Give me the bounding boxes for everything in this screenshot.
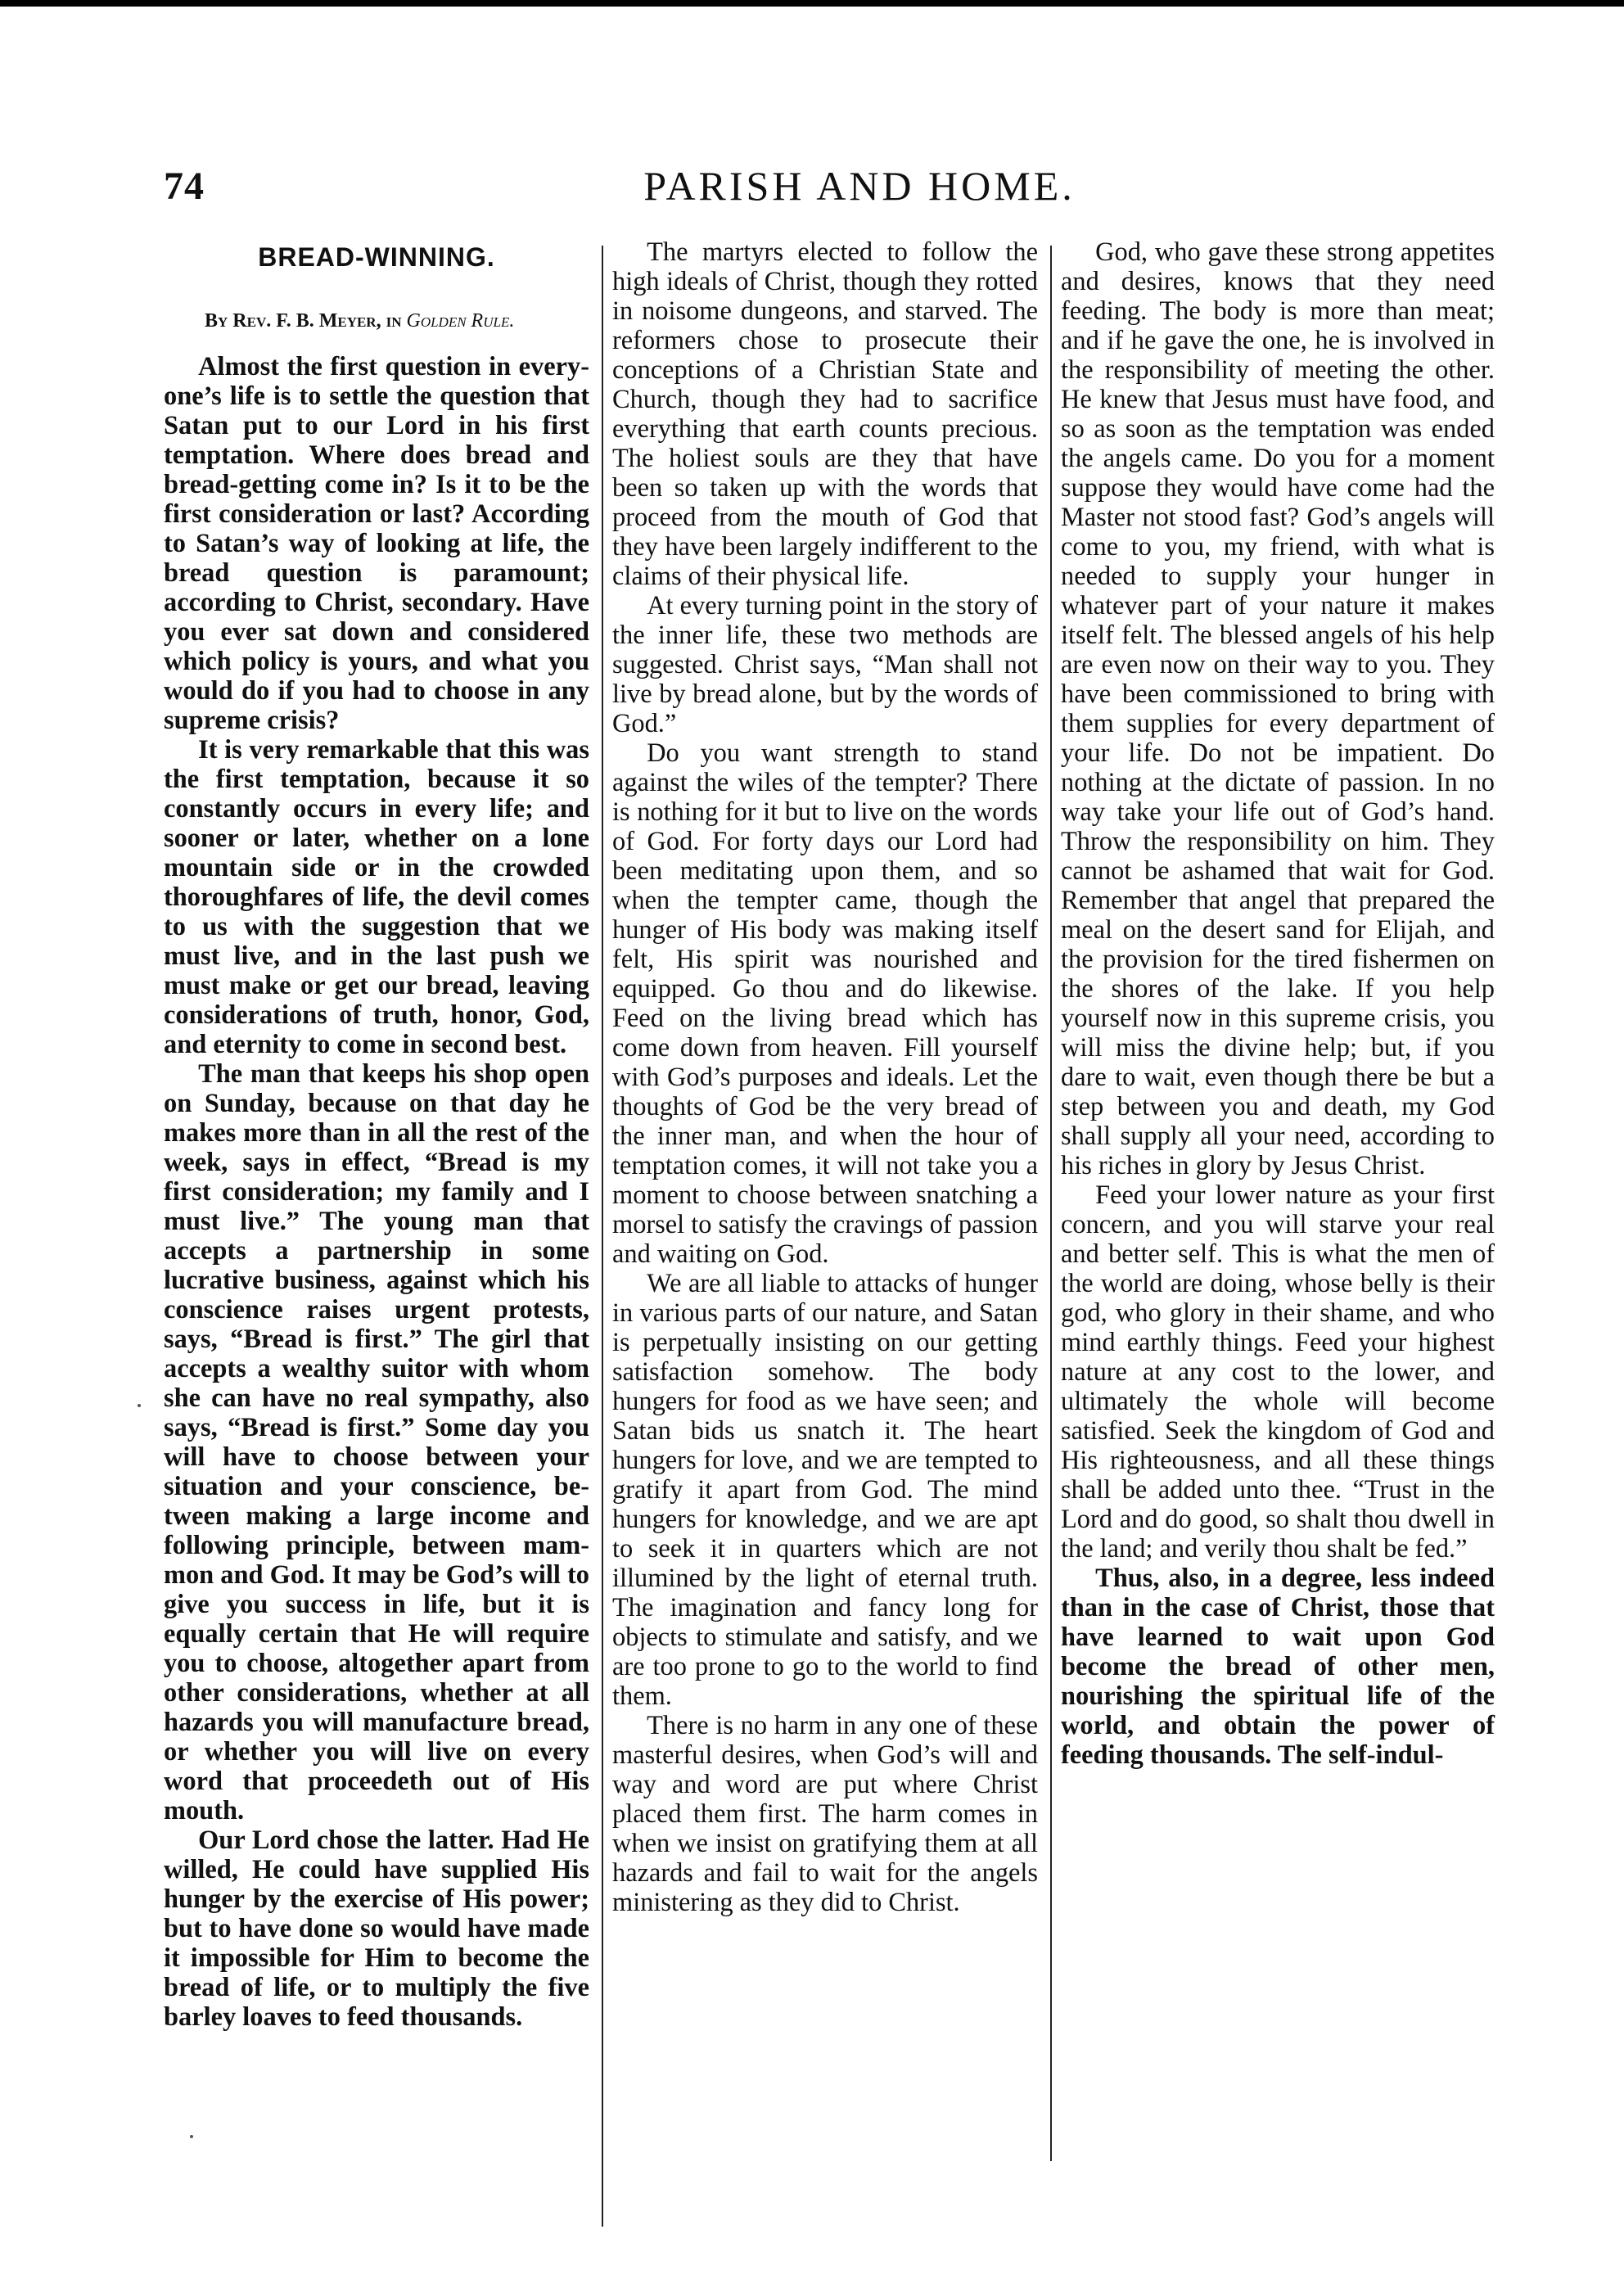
page-top-border — [0, 0, 1624, 7]
paragraph: It is very remarkable that this was the first temptation, because it so constantly occurs in every life; and sooner or later, whether on a lone mountain side or in the crowded thoroughfares of life, the devil comes to us with the suggestion that we must live, and in the last push we must make or get our bread, leaving considerations of truth, honor, God, and eternity to come in second best. — [164, 735, 589, 1059]
column-3 — [1061, 237, 1495, 1770]
column-rule — [1050, 246, 1052, 2161]
paragraph: Feed your lower nature as your first concern, and you will starve your real and better self. This is what the men of the world are doing, whose belly is their god, who glory in their shame, and who mind earthly things. Feed your highest nature at any cost to the lower, and ultimately the whole will become satisfied. Seek the kingdom of God and His righteousness, and all these things shall be added unto thee. “Trust in the Lord and do good, so shalt thou dwell in the land; and verily thou shalt be fed.” — [1061, 1180, 1495, 1564]
paragraph: Our Lord chose the latter. Had He willed, He could have supplied His hunger by the exercise of His power; but to have done so would have made it impossible for Him to become the bread of life, or to multiply the five barley loaves to feed thousands. — [164, 1825, 589, 2032]
paragraph: Almost the first question in everyone’s life is to settle the question that Satan put to our Lord in his first temptation. Where does bread and bread-getting come in? Is it to be the first consideration or last? According to Satan’s way of looking at life, the bread question is paramount; according to Christ, secondary. Have you ever sat down and considered which policy is yours, and what you would do if you had to choose in any supreme crisis? — [164, 352, 589, 735]
column-rule — [602, 246, 603, 2227]
byline — [205, 306, 589, 336]
scan-speck — [190, 2135, 193, 2138]
paragraph: The martyrs elected to follow the high ideals of Christ, though they rotted in noisome dungeons, and starved. The reformers chose to prosecute their conceptions of a Christian State and Church, though they had to sacrifice everything that earth counts precious. The holiest souls are they that have been so taken up with the words that proceed from the mouth of God that they have been largely indifferent to the claims of their physical life. — [612, 237, 1038, 591]
paragraph: Thus, also, in a degree, less indeed than in the case of Christ, those that have learned to wait upon God become the bread of other men, nourishing the spiritual life of the world, and obtain the power of feeding thousands. The self-indul- — [1061, 1564, 1495, 1770]
column-2 — [612, 237, 1038, 1917]
paragraph: We are all liable to attacks of hunger in various parts of our nature, and Satan is perpetually insisting on our getting satisfaction somehow. The body hungers for food as we have seen; and Satan bids us snatch it. The heart hungers for love, and we are tempted to gratify it apart from God. The mind hungers for knowledge, and we are apt to seek it in quarters which are not illumined by the light of eternal truth. The imagination and fancy long for objects to stimulate and satisfy, and we are too prone to go to the world to find them. — [612, 1269, 1038, 1711]
paragraph: There is no harm in any one of these masterful desires, when God’s will and way and word are put where Christ placed them first. The harm comes in when we insist on gratifying them at all hazards and fail to wait for the angels ministering as they did to Christ. — [612, 1711, 1038, 1917]
running-head: PARISH AND HOME. — [643, 163, 1076, 209]
byline-author: By Rev. F. B. Meyer, in — [205, 310, 402, 332]
scan-speck — [138, 1404, 141, 1407]
article-title: BREAD-WINNING. — [258, 242, 495, 272]
paragraph: The man that keeps his shop open on Sunday, because on that day he makes more than in all the rest of the week, says in effect, “Bread is my first consideration; my family and I must live.” The young man that accepts a partnership in some lucrative business, against which his conscience raises urgent protests, says, “Bread is first.” The girl that accepts a wealthy suitor with whom she can have no real sympathy, also says, “Bread is first.” Some day you will have to choose between your situation and your conscience, between making a large income and following principle, between mammon and God. It may be God’s will to give you success in life, but it is equally certain that He will require you to choose, altogether apart from other considerations, whether at all hazards you will manufacture bread, or whether you will live on every word that proceedeth out of His mouth. — [164, 1059, 589, 1825]
paragraph: Do you want strength to stand against the wiles of the tempter? There is nothing for it but to live on the words of God. For forty days our Lord had been meditating upon them, and so when the tempter came, though the hunger of His body was making itself felt, His spirit was nourished and equipped. Go thou and do likewise. Feed on the living bread which has come down from heaven. Fill yourself with God’s purposes and ideals. Let the thoughts of God be the very bread of the inner man, and when the hour of temptation comes, it will not take you a moment to choose between snatching a morsel to satisfy the cravings of passion and waiting on God. — [612, 738, 1038, 1269]
column-1 — [164, 237, 589, 2032]
page-number: 74 — [164, 165, 205, 208]
byline-source: Golden Rule. — [406, 310, 515, 332]
paragraph: God, who gave these strong appetites and desires, knows that they need feeding. The body is more than meat; and if he gave the one, he is involved in the responsibility of meeting the other. He knew that Jesus must have food, and so as soon as the temptation was ended the angels came. Do you for a moment suppose they would have come had the Master not stood fast? God’s angels will come to you, my friend, with what is needed to supply your hunger in whatever part of your nature it makes itself felt. The blessed angels of his help are even now on their way to you. They have been commissioned to bring with them supplies for every department of your life. Do not be impatient. Do nothing at the dictate of passion. In no way take your life out of God’s hand. Throw the responsibility on him. They cannot be ashamed that wait for God. Remember that angel that prepared the meal on the desert sand for Elijah, and the provision for the tired fishermen on the shores of the lake. If you help yourself now in this supreme crisis, you will miss the divine help; but, if you dare to wait, even though there be but a step between you and death, my God shall supply all your need, according to his riches in glory by Jesus Christ. — [1061, 237, 1495, 1180]
paragraph: At every turning point in the story of the inner life, these two methods are suggested. Christ says, “Man shall not live by bread alone, but by the words of God.” — [612, 591, 1038, 738]
